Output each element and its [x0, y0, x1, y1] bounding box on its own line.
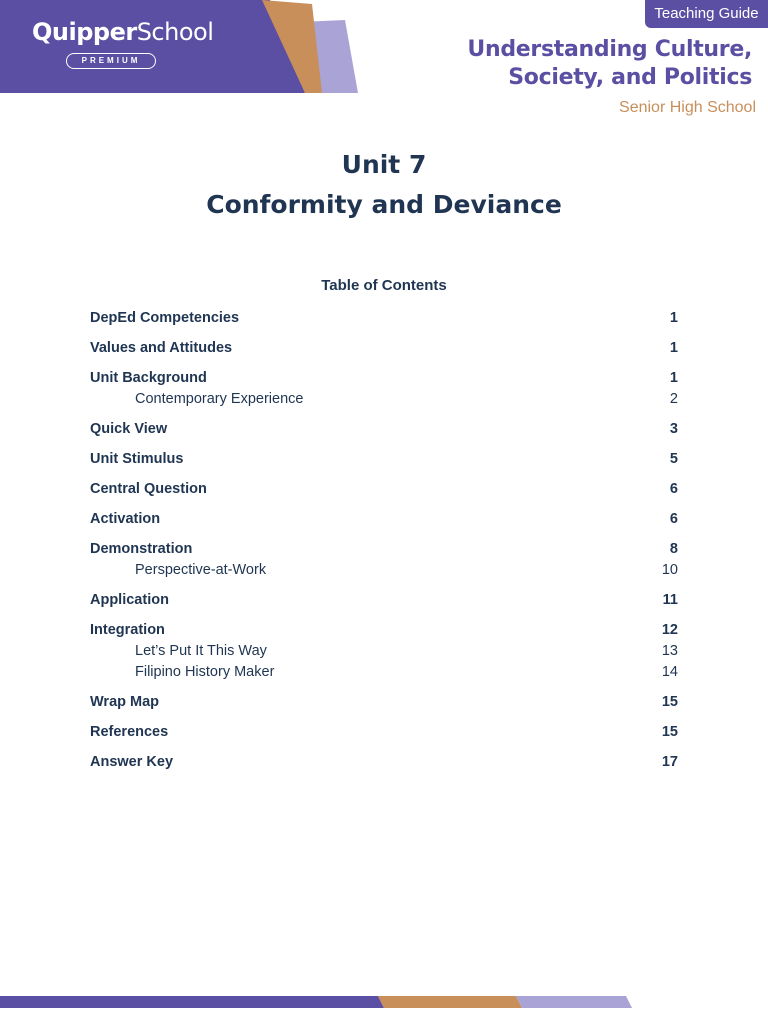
- toc-group: [90, 694, 678, 715]
- toc-entry-page: 1: [669, 340, 678, 356]
- toc-entry-label: Quick View: [90, 421, 168, 437]
- toc-entry[interactable]: [90, 622, 678, 643]
- toc-entry-page: 17: [661, 754, 678, 770]
- toc-entry[interactable]: [90, 370, 678, 391]
- quipper-school-logo: [32, 18, 213, 46]
- toc-entry-page: 1: [669, 310, 678, 326]
- toc-entry-label: References: [90, 724, 169, 740]
- toc-subentry[interactable]: [90, 664, 678, 685]
- toc-entry-page: 6: [669, 511, 678, 527]
- footer-purple-band: [0, 996, 384, 1008]
- course-title-line-2: Society, and Politics: [508, 65, 752, 90]
- footer-tan-band: [378, 996, 522, 1008]
- toc-entry-page: 15: [661, 694, 678, 710]
- toc-subentry-label: Contemporary Experience: [135, 391, 304, 407]
- toc-entry-label: Unit Background: [90, 370, 207, 386]
- course-title-line-1: Understanding Culture,: [467, 37, 752, 62]
- toc-group: [90, 724, 678, 745]
- toc-entry-page: 11: [662, 592, 678, 608]
- premium-badge: PREMIUM: [66, 53, 156, 69]
- toc-entry-label: Wrap Map: [90, 694, 160, 710]
- toc-entry-page: 8: [669, 541, 678, 557]
- header-purple-band: [0, 0, 305, 93]
- unit-number: Unit 7: [341, 150, 427, 179]
- toc-title: Table of Contents: [321, 277, 447, 294]
- toc-entry-page: 15: [661, 724, 678, 740]
- toc-entry-page: 5: [669, 451, 678, 467]
- toc-entry[interactable]: [90, 310, 678, 331]
- toc-subentry-page: 2: [669, 391, 678, 407]
- toc-entry-label: Answer Key: [90, 754, 174, 770]
- toc-subentry-page: 14: [661, 664, 678, 680]
- toc-entry[interactable]: [90, 592, 678, 613]
- toc-group: [90, 370, 678, 412]
- footer-banner: [0, 996, 768, 1010]
- toc-group: [90, 541, 678, 583]
- toc-group: [90, 481, 678, 502]
- toc-group: [90, 340, 678, 361]
- toc-entry[interactable]: [90, 340, 678, 361]
- toc-subentry-label: Perspective-at-Work: [135, 562, 267, 578]
- footer-lavender-band: [516, 996, 632, 1008]
- grade-level: Senior High School: [619, 99, 756, 116]
- toc-group: [90, 754, 678, 775]
- toc-group: [90, 511, 678, 532]
- toc-group: [90, 451, 678, 472]
- toc-group: [90, 310, 678, 331]
- toc-subentry[interactable]: [90, 391, 678, 412]
- logo-text-school: School: [136, 18, 214, 46]
- toc-entry-page: 3: [669, 421, 678, 437]
- toc-group: [90, 622, 678, 685]
- toc-entry-page: 12: [661, 622, 678, 638]
- toc-subentry[interactable]: [90, 562, 678, 583]
- toc-group: [90, 592, 678, 613]
- toc-subentry-label: Filipino History Maker: [135, 664, 275, 680]
- toc-entry[interactable]: [90, 694, 678, 715]
- toc-subentry-page: 10: [661, 562, 678, 578]
- toc-entry-label: Activation: [90, 511, 161, 527]
- toc-entry[interactable]: [90, 451, 678, 472]
- toc-entry[interactable]: [90, 511, 678, 532]
- toc-entry-page: 6: [669, 481, 678, 497]
- toc-entry-label: Central Question: [90, 481, 207, 497]
- course-title: [467, 36, 752, 92]
- toc-subentry-page: 13: [661, 643, 678, 659]
- toc-entry-label: DepEd Competencies: [90, 310, 240, 326]
- toc-entry[interactable]: [90, 481, 678, 502]
- toc-entry-label: Application: [90, 592, 169, 608]
- toc-subentry-label: Let’s Put It This Way: [135, 643, 267, 659]
- toc-entry-label: Integration: [90, 622, 165, 638]
- toc-group: [90, 421, 678, 442]
- toc-entry[interactable]: [90, 421, 678, 442]
- toc-entry-label: Demonstration: [90, 541, 193, 557]
- unit-heading: [0, 145, 768, 225]
- unit-title: Conformity and Deviance: [206, 190, 562, 219]
- toc-entry[interactable]: [90, 541, 678, 562]
- toc-entry[interactable]: [90, 754, 678, 775]
- toc-entry-page: 1: [669, 370, 678, 386]
- toc-entry-label: Values and Attitudes: [90, 340, 233, 356]
- toc-subentry[interactable]: [90, 643, 678, 664]
- logo-text-quipper: Quipper: [32, 18, 137, 46]
- footer-shapes: [0, 996, 768, 1010]
- toc-entry-label: Unit Stimulus: [90, 451, 184, 467]
- toc-entry[interactable]: [90, 724, 678, 745]
- teaching-guide-tab: Teaching Guide: [645, 0, 768, 28]
- table-of-contents: [90, 310, 678, 784]
